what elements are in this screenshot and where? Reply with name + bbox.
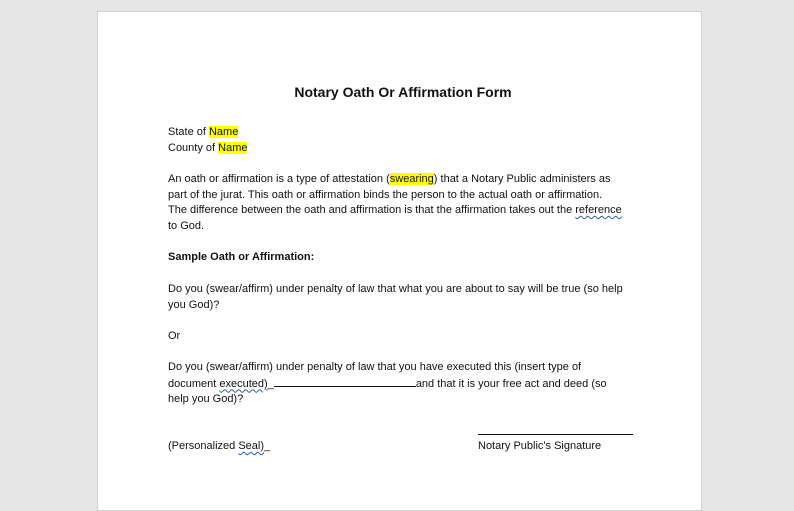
or-text: Or: [168, 330, 181, 342]
intro-line-3: [168, 203, 638, 219]
county-name-highlight: Name: [218, 142, 248, 154]
seal-word: Seal): [238, 440, 265, 452]
signature-label: Notary Public's Signature: [478, 440, 602, 452]
document-page[interactable]: [97, 11, 702, 511]
intro-line-1: [168, 172, 638, 188]
question-1: [168, 282, 638, 313]
county-line: [168, 141, 638, 157]
intro-line-4: to God.: [168, 219, 205, 232]
signature-line[interactable]: [478, 434, 633, 435]
reference-word: reference: [575, 204, 622, 217]
fill-in-blank[interactable]: [274, 376, 416, 387]
question-2-line-2: [168, 376, 638, 393]
question-1-line-1: Do you (swear/affirm) under penalty of law that what you are about to say will be true (so help: [168, 283, 623, 295]
executed-word: executed): [219, 377, 268, 390]
question-2-line-1: Do you (swear/affirm) under penalty of law that you have executed this (insert type of: [168, 361, 582, 373]
intro-text-c: The difference between the oath and affirmation is that the affirmation takes out the: [168, 204, 576, 217]
intro-text-b: ) that a Notary Public administers as: [433, 173, 611, 185]
question-1-line-2: you God)?: [168, 298, 220, 311]
intro-paragraph: [168, 172, 638, 234]
state-line: [168, 125, 638, 141]
swearing-highlight: swearing: [389, 173, 434, 185]
blank-start: _: [267, 377, 274, 390]
question-2-text-b: and that it is your free act and deed (so: [415, 377, 607, 390]
intro-text-a: An oath or affirmation is a type of attestation (: [168, 173, 390, 185]
state-name-highlight: Name: [208, 126, 239, 138]
intro-line-2: part of the jurat. This oath or affirmation binds the person to the actual oath or affirmation.: [168, 188, 603, 201]
county-prefix: County of: [168, 142, 219, 154]
document-title: Notary Oath Or Affirmation Form: [294, 84, 512, 100]
question-2: [168, 360, 638, 408]
seal-underscore: _: [264, 440, 271, 452]
state-prefix: State of: [168, 126, 209, 138]
question-2-line-3: help you God)?: [168, 393, 244, 406]
seal-prefix: (Personalized: [168, 440, 239, 452]
sample-heading: Sample Oath or Affirmation:: [168, 251, 315, 263]
question-2-text-a: document: [168, 377, 220, 390]
